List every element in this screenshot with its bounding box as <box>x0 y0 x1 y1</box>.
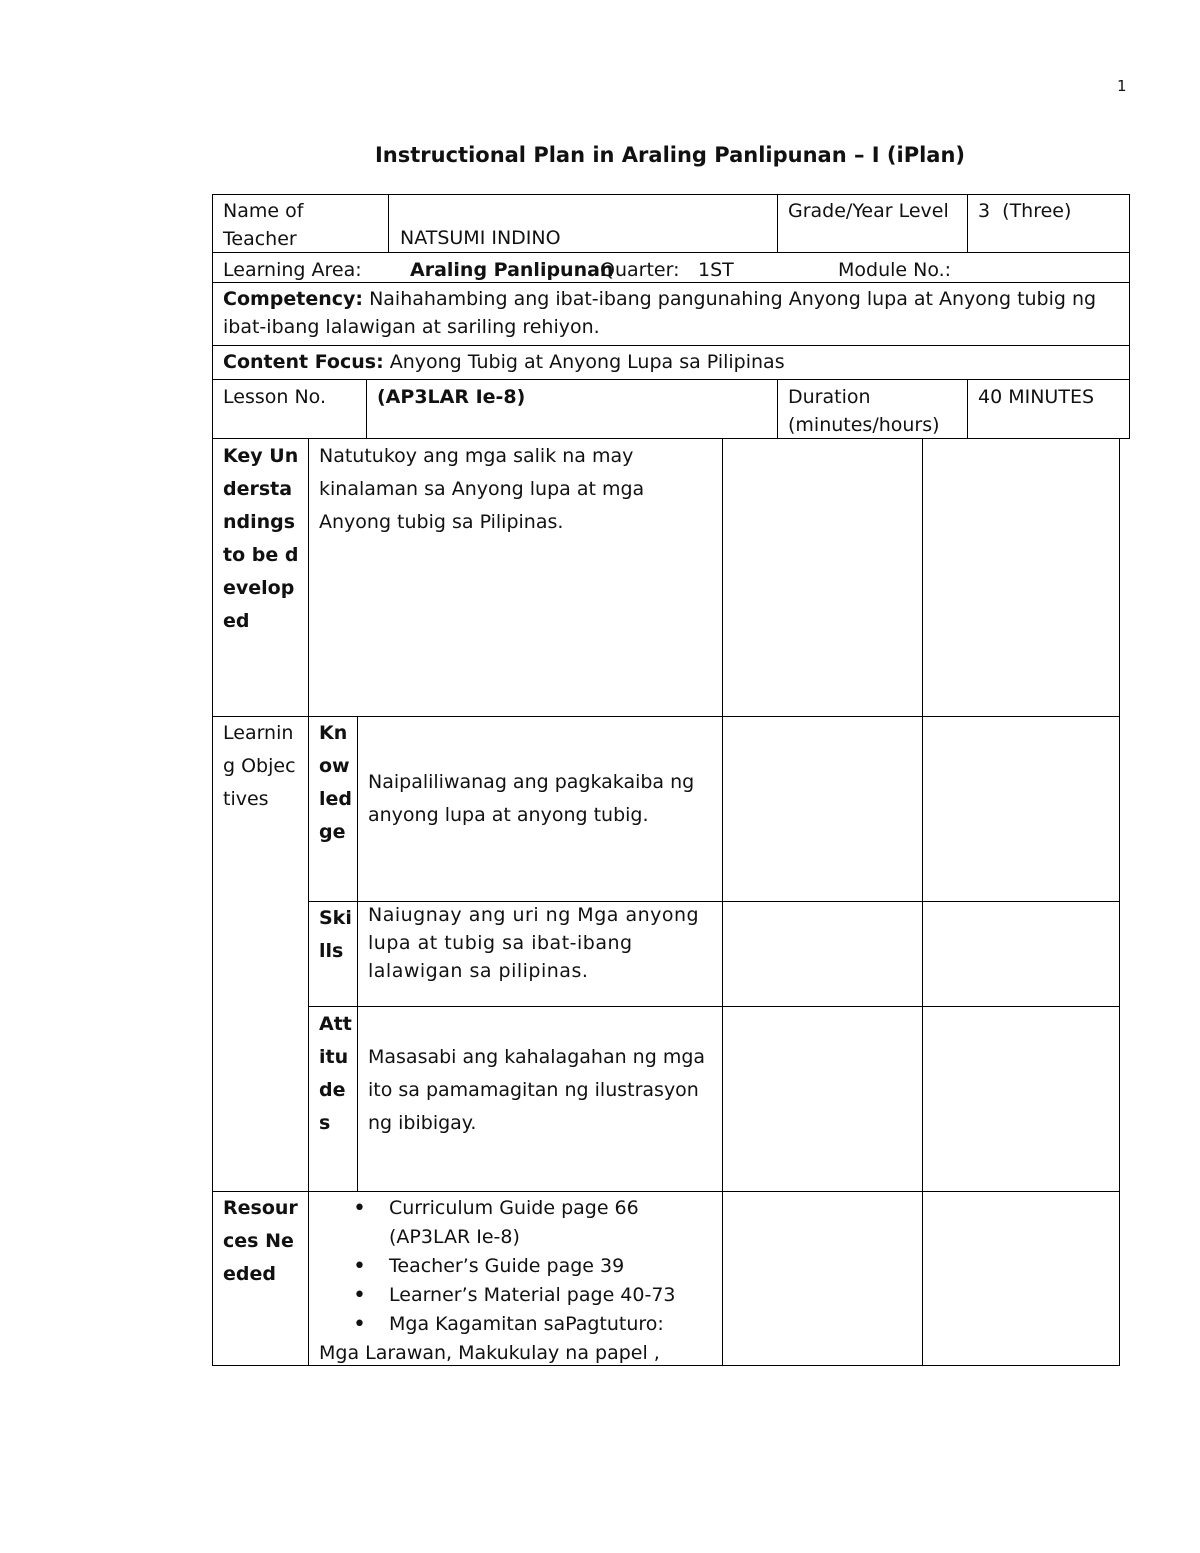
module-label: Module No.: <box>838 259 952 281</box>
resource-item <box>309 1194 719 1252</box>
learning-area-value: Araling Panlipunan <box>410 259 614 281</box>
knowledge-label: Knowledge <box>319 722 352 843</box>
name-label: Name of Teacher <box>223 200 304 250</box>
knowledge-text: Naipaliliwanag ang pagkakaiba ng anyong lupa at anyong tubig. <box>368 771 695 826</box>
resource-item <box>309 1252 719 1281</box>
competency-label: Competency: <box>223 288 364 310</box>
resource-item-text: Teacher’s Guide page 39 <box>389 1255 625 1277</box>
competency <box>223 285 1118 341</box>
lesson-label: Lesson No. <box>223 386 326 408</box>
content-focus-label: Content Focus: <box>223 351 384 373</box>
grade-label: Grade/Year Level <box>788 200 949 222</box>
resource-item-text: Learner’s Material page 40-73 <box>389 1284 676 1306</box>
competency-text: Naihahambing ang ibat-ibang pangunahing Anyong lupa at Anyong tubig ng ibat-ibang lalawigan at sariling rehiyon. <box>223 288 1097 338</box>
resource-item-text: Curriculum Guide page 66 (AP3LAR Ie-8) <box>389 1197 639 1248</box>
skills-label: Skills <box>319 907 352 962</box>
resources-list <box>309 1194 719 1368</box>
resource-item <box>309 1310 719 1339</box>
duration-value: 40 MINUTES <box>978 386 1095 408</box>
page-number: 1 <box>1117 77 1127 95</box>
attitudes-text: Masasabi ang kahalagahan ng mga ito sa pamamagitan ng ilustrasyon ng ibibigay. <box>368 1046 706 1134</box>
grade-value: 3 (Three) <box>978 200 1072 222</box>
resource-item <box>309 1281 719 1310</box>
content-focus <box>223 348 1118 376</box>
learning-objectives-label: Learning Objectives <box>223 722 296 810</box>
resource-item-text: Mga Kagamitan saPagtuturo: <box>389 1313 664 1335</box>
duration-label: Duration (minutes/hours) <box>788 386 940 436</box>
skills-text: Naiugnay ang uri ng Mga anyong lupa at tubig sa ibat-ibang lalawigan sa pilipinas. <box>368 904 700 982</box>
key-understandings-label: Key Understandings to be developed <box>223 445 299 632</box>
attitudes-label: Attitudes <box>319 1013 352 1134</box>
quarter-value: 1ST <box>698 259 734 281</box>
content-focus-text: Anyong Tubig at Anyong Lupa sa Pilipinas <box>389 351 785 373</box>
quarter-label: Quarter: <box>600 259 680 281</box>
key-understandings-text: Natutukoy ang mga salik na may kinalaman sa Anyong lupa at mga Anyong tubig sa Pilipinas. <box>319 445 645 533</box>
teacher-name: NATSUMI INDINO <box>400 227 561 249</box>
resources-trailing: Mga Larawan, Makukulay na papel , <box>319 1342 660 1364</box>
lesson-value: (AP3LAR Ie-8) <box>377 386 526 408</box>
learning-area-label: Learning Area: <box>223 259 362 281</box>
resources-label: Resources Needed <box>223 1197 298 1285</box>
page-title: Instructional Plan in Araling Panlipunan – I (iPlan) <box>374 143 966 167</box>
